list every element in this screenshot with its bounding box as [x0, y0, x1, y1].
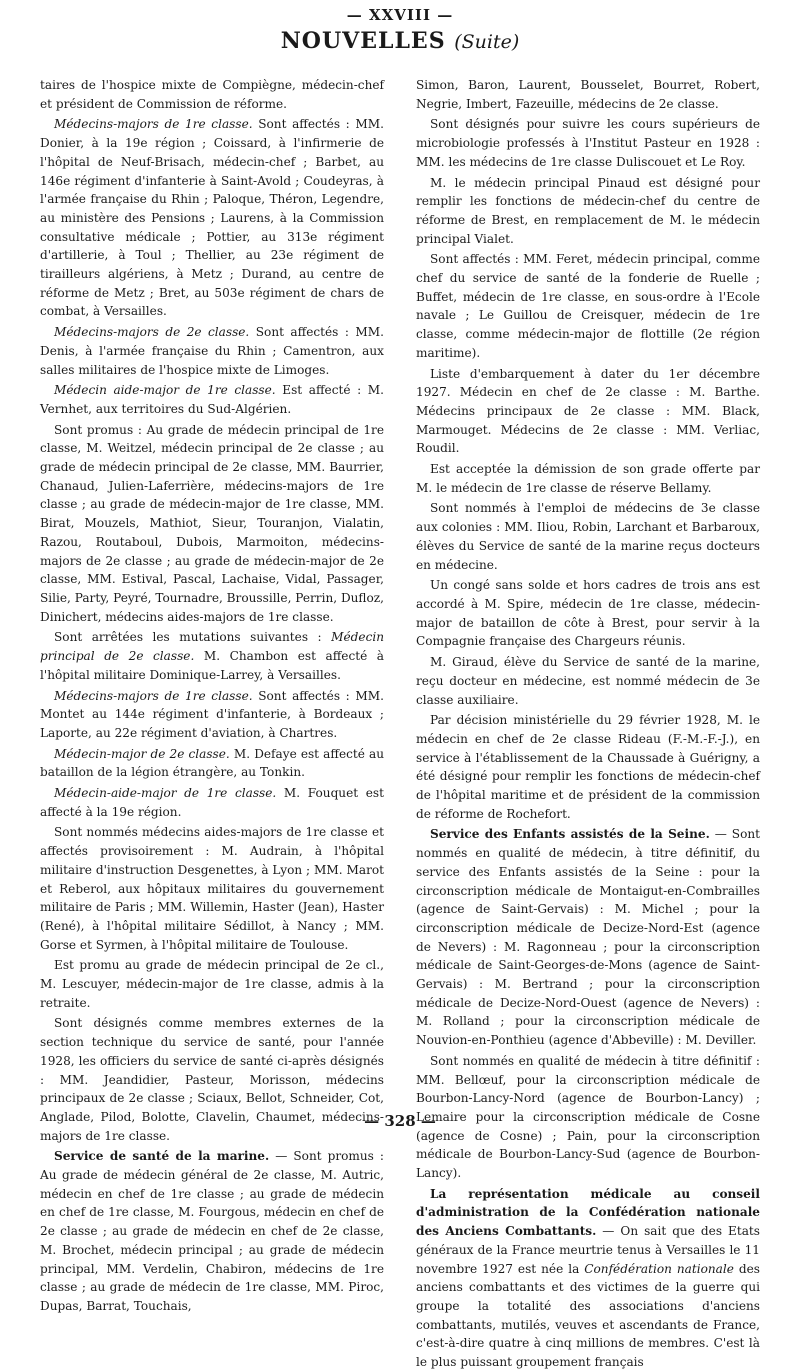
paragraph: Sont nommés médecins aides-majors de 1re classe et affectés provisoirement : M. Audrain, à l'hôpital militaire d'instruction Desgenettes, à Lyon ; MM. Marot et Reberol, aux hôpitaux militaires du gouvernement militaire de Paris ; MM. Willemin, Haster (Jean), Haster (René), à l'hôpital militaire Sédillot, à Nancy ; MM. Gorse et Syrmen, à l'hôpital militaire de Toulouse. — [40, 825, 384, 952]
paragraph — [40, 784, 384, 821]
paragraph: Par décision ministérielle du 29 février 1928, M. le médecin en chef de 2e classe Rideau (F.-M.-F.-J.), en service à l'établissement de la Chaussade à Guérigny, a été désigné pour remplir les fonctions de médecin-chef de l'hôpital maritime et de président de la commission de réforme de Rochefort. — [416, 713, 760, 821]
paragraph — [40, 745, 384, 782]
paragraph-lead: Médecins-majors de 1re classe. — [54, 117, 253, 132]
paragraph: Sont promus : Au grade de médecin principal de 1re classe, M. Weitzel, médecin principal de 2e classe ; au grade de médecin principal de 2e classe, MM. Baurrier, Chanaud, Julien-Laferrière, médecins-majors de 1re classe ; au grade de médecin-major de 1re classe, MM. Birat, Mouzels, Mathiot, Sieur, Touranjon, Vialatin, Razou, Routaboul, Dubois, Marmoiton, médecins-majors de 2e classe ; au grade de médecin-major de 2e classe, MM. Estival, Pascal, Lachaise, Vidal, Passager, Silie, Party, Peyré, Tournadre, Broussille, Perrin, Dufloz, Dinichert, médecins aides-majors de 1re classe. — [40, 422, 384, 624]
paragraph-body: — Sont promus : Au grade de médecin général de 2e classe, M. Autric, médecin en chef de 1re classe ; au grade de médecin en chef de 1re classe, M. Fourgous, médecin en chef de 2e classe ; au grade de médecin en chef de 2e classe, M. Brochet, médecin principal ; au grade de médecin principal, MM. Verdelin, Chabiron, médecins de 1re classe ; au grade de médecin de 1re classe, MM. Piroc, Dupas, Barrat, Touchais, — [40, 1149, 384, 1313]
paragraph: Est acceptée la démission de son grade offerte par M. le médecin de 1re classe de réserve Bellamy. — [416, 462, 760, 495]
paragraph-body: M. Defaye est affecté au bataillon de la légion étrangère, au Tonkin. — [40, 746, 384, 780]
paragraph — [40, 628, 384, 684]
paragraph: Simon, Baron, Laurent, Bousselet, Bourret, Robert, Negrie, Imbert, Fazeuille, médecins de 2e classe. — [416, 78, 760, 111]
paragraph-body: — On sait que des Etats généraux de la France meurtrie tenus à Versailles le 11 novembre 1927 est née la — [416, 1224, 761, 1276]
paragraph: Sont affectés : MM. Feret, médecin principal, comme chef du service de santé de la fonderie de Ruelle ; Buffet, médecin de 1re classe, en sous-ordre à l'Ecole navale ; Le Guillou de Creisquer, médecin de 1re classe, comme médecin-major de flottille (2e région maritime). — [416, 252, 760, 360]
paragraph-lead: Médecins-majors de 1re classe. — [54, 688, 253, 703]
paragraph-body: Sont affectés : MM. Montet au 144e régiment d'infanterie, à Bordeaux ; Laporte, au 22e régiment d'aviation, à Chartres. — [40, 688, 384, 740]
paragraph — [40, 1147, 384, 1315]
paragraph-lead: Service des Enfants assistés de la Seine. — [430, 827, 710, 842]
paragraph-body: des anciens combattants et des victimes de la guerre qui groupe la totalité des associations d'anciens combattants, mutilés, veuves et ascendants de France, c'est-à-dire quatre à cinq millions de membres. C'est là le plus puissant groupement français — [416, 1261, 760, 1370]
paragraph-body: — Sont nommés en qualité de médecin, à titre définitif, du service des Enfants assistés de la Seine : pour la circonscription médicale de Montaigut-en-Combrailles (agence de Saint-Gervais) : M. Michel ; pour la circonscription médicale de Decize-Nord-Est (agence de Nevers) : M. Ragonneau ; pour la circonscription médicale de Saint-Georges-de-Mons (agence de Saint-Gervais) : M. Bertrand ; pour la circonscription médicale de Decize-Nord-Ouest (agence de Nevers) : M. Rolland ; pour la circonscription médicale de Nouvion-en-Ponthieu (agence d'Abbeville) : M. Deviller. — [416, 827, 760, 1048]
page-folio: — XXVIII — — [346, 6, 454, 24]
right-column — [416, 76, 761, 1370]
paragraph: Un congé sans solde et hors cadres de trois ans est accordé à M. Spire, médecin de 1re classe, médecin-major de bataillon de côte à Brest, pour servir à la Compagnie française des Chargeurs réunis. — [416, 578, 760, 649]
paragraph-body: M. Fouquet est affecté à la 19e région. — [40, 786, 384, 819]
paragraph: Liste d'embarquement à dater du 1er décembre 1927. Médecin en chef de 2e classe : M. Barthe. Médecins principaux de 2e classe : MM. Black, Marmouget. Médecins de 2e classe : MM. Verliac, Roudil. — [416, 366, 760, 456]
paragraph — [40, 323, 384, 379]
paragraph-lead: Médecin-aide-major de 1re classe. — [54, 786, 277, 801]
paragraph: Sont désignés pour suivre les cours supérieurs de microbiologie professés à l'Institut Pasteur en 1928 : MM. les médecins de 1re classe Duliscouet et Le Roy. — [416, 117, 760, 169]
section-heading — [0, 28, 800, 54]
paragraph — [416, 825, 760, 1049]
paragraph-body: M. Chambon est affecté à l'hôpital militaire Dominique-Larrey, à Versailles. — [40, 649, 384, 682]
paragraph — [40, 687, 384, 743]
paragraph: taires de l'hospice mixte de Compiègne, médecin-chef et président de Commission de réforme. — [40, 78, 384, 111]
section-title-suffix: (Suite) — [454, 31, 520, 53]
paragraph-lead: Médecin-major de 2e classe. — [54, 746, 230, 761]
paragraph-lead: Médecin principal de 2e classe. — [40, 630, 384, 664]
paragraph-body: Est affecté : M. Vernhet, aux territoires du Sud-Algérien. — [40, 383, 384, 416]
paragraph — [416, 1185, 760, 1372]
paragraph: Est promu au grade de médecin principal de 2e cl., M. Lescuyer, médecin-major de 1re classe, admis à la retraite. — [40, 958, 384, 1010]
paragraph — [40, 381, 384, 418]
paragraph: Sont nommés en qualité de médecin à titre définitif : MM. Bellœuf, pour la circonscription médicale de Bourbon-Lancy-Nord (agence de Bourbon-Lancy) ; Lemaire pour la circonscription médicale de Cosne (agence de Cosne) ; Pain, pour la circonscription médicale de Bourbon-Lancy-Sud (agence de Bourbon-Lancy). — [416, 1053, 760, 1181]
paragraph: M. le médecin principal Pinaud est désigné pour remplir les fonctions de médecin-chef du centre de réforme de Brest, en remplacement de M. le médecin principal Vialet. — [416, 175, 760, 246]
page-number: — 328 — — [364, 1112, 436, 1130]
paragraph-lead: Médecins-majors de 2e classe. — [54, 325, 250, 340]
paragraph-lead: Médecin aide-major de 1re classe. — [54, 383, 276, 398]
left-column — [40, 76, 385, 1313]
paragraph-emphasis: Confédération nationale — [584, 1261, 734, 1276]
paragraph: Sont désignés comme membres externes de la section technique du service de santé, pour l'année 1928, les officiers du service de santé ci-après désignés : MM. Jeandidier, Pasteur, Morisson, médecins principaux de 2e classe ; Sciaux, Bellot, Schneider, Cot, Anglade, Pilod, Bolotte, Clavelin, Chaumet, médecins-majors de 1re classe. — [40, 1016, 384, 1143]
paragraph — [40, 115, 384, 321]
paragraph-lead: Service de santé de la marine. — [54, 1149, 270, 1164]
paragraph-body: Sont arrêtées les mutations suivantes : — [54, 630, 332, 645]
paragraph: M. Giraud, élève du Service de santé de la marine, reçu docteur en médecine, est nommé médecin de 3e classe auxiliaire. — [416, 655, 760, 707]
paragraph-body: Sont affectés : MM. Donier, à la 19e région ; Coissard, à l'infirmerie de l'hôpital de Neuf-Brisach, médecin-chef ; Barbet, au 146e régiment d'infanterie à Saint-Avold ; Coudeyras, à l'armée française du Rhin ; Paloque, Théron, Legendre, au ministère des Pensions ; Laurens, à la Commission consultative médicale ; Pottier, au 313e régiment d'artillerie, à Toul ; Thellier, au 23e régiment de tirailleurs algériens, à Metz ; Durand, au centre de réforme de Metz ; Bret, au 503e régiment de chars de combat, à Versailles. — [40, 117, 384, 319]
paragraph: Sont nommés à l'emploi de médecins de 3e classe aux colonies : MM. Iliou, Robin, Larchant et Barbaroux, élèves du Service de santé de la marine reçus docteurs en médecine. — [416, 501, 760, 572]
paragraph-body: Sont affectés : MM. Denis, à l'armée française du Rhin ; Camentron, aux salles militaires de l'hospice mixte de Limoges. — [40, 325, 385, 377]
paragraph-lead: La représentation médicale au conseil d'administration de la Confédération nationale des Anciens Combattants. — [416, 1186, 760, 1239]
section-title: NOUVELLES — [280, 28, 446, 54]
